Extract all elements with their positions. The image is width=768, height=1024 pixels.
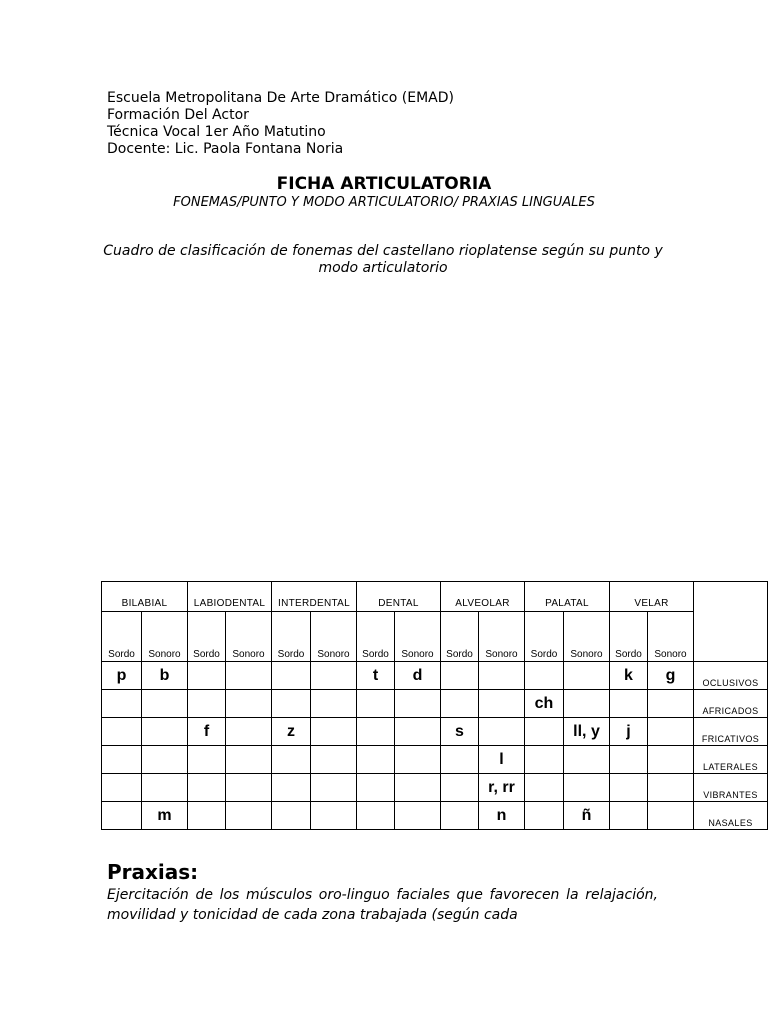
phoneme-cell — [395, 774, 441, 802]
phoneme-cell: m — [142, 802, 188, 830]
course-name: Técnica Vocal 1er Año Matutino — [107, 124, 326, 140]
table-row — [102, 746, 768, 774]
phoneme-cell — [564, 746, 610, 774]
table-row — [102, 802, 768, 830]
phoneme-cell — [142, 718, 188, 746]
phoneme-cell — [102, 802, 142, 830]
phoneme-cell — [610, 746, 648, 774]
phoneme-cell: p — [102, 662, 142, 690]
phoneme-cell — [311, 746, 357, 774]
phoneme-cell: s — [441, 718, 479, 746]
voicing-header: Sordo — [188, 612, 226, 662]
voicing-header: Sonoro — [142, 612, 188, 662]
phoneme-cell — [479, 690, 525, 718]
place-header: INTERDENTAL — [272, 582, 357, 612]
phoneme-cell — [272, 774, 311, 802]
phoneme-cell — [272, 746, 311, 774]
document-subtitle: FONEMAS/PUNTO Y MODO ARTICULATORIO/ PRAXIAS LINGUALES — [173, 195, 595, 210]
phoneme-cell — [395, 718, 441, 746]
phoneme-cell — [441, 802, 479, 830]
phoneme-cell — [357, 718, 395, 746]
phoneme-cell — [525, 774, 564, 802]
phoneme-cell — [226, 746, 272, 774]
phoneme-cell — [357, 690, 395, 718]
phoneme-cell — [142, 690, 188, 718]
phoneme-cell — [272, 662, 311, 690]
phoneme-cell: j — [610, 718, 648, 746]
phoneme-cell: g — [648, 662, 694, 690]
voicing-header: Sordo — [610, 612, 648, 662]
document-title: FICHA ARTICULATORIA — [276, 174, 492, 194]
school-name: Escuela Metropolitana De Arte Dramático (EMAD) — [107, 90, 454, 106]
phoneme-cell — [357, 774, 395, 802]
manner-label: VIBRANTES — [694, 774, 768, 802]
manner-label: LATERALES — [694, 746, 768, 774]
program-name: Formación Del Actor — [107, 107, 249, 123]
phoneme-cell — [102, 746, 142, 774]
phoneme-cell — [226, 690, 272, 718]
phoneme-cell — [648, 690, 694, 718]
phoneme-cell: d — [395, 662, 441, 690]
phoneme-cell: k — [610, 662, 648, 690]
phoneme-cell — [648, 746, 694, 774]
phoneme-cell: n — [479, 802, 525, 830]
table-row — [102, 718, 768, 746]
phoneme-cell — [188, 662, 226, 690]
phoneme-cell — [226, 662, 272, 690]
phoneme-cell — [188, 746, 226, 774]
phoneme-cell — [311, 662, 357, 690]
phoneme-cell — [188, 774, 226, 802]
phoneme-cell — [610, 774, 648, 802]
phoneme-table — [101, 581, 768, 830]
phoneme-cell — [525, 662, 564, 690]
phoneme-cell — [357, 802, 395, 830]
phoneme-cell: t — [357, 662, 395, 690]
manner-label: AFRICADOS — [694, 690, 768, 718]
phoneme-cell — [226, 774, 272, 802]
phoneme-cell — [479, 662, 525, 690]
phoneme-cell — [142, 746, 188, 774]
phoneme-cell — [610, 802, 648, 830]
phoneme-cell: b — [142, 662, 188, 690]
table-row — [102, 774, 768, 802]
phoneme-cell — [357, 746, 395, 774]
praxias-text: Ejercitación de los músculos oro-linguo faciales que favorecen la relajación, movilidad y tonicidad de cada zona trabajada (según cada — [107, 887, 658, 923]
phoneme-cell — [395, 746, 441, 774]
phoneme-cell — [311, 802, 357, 830]
place-header: LABIODENTAL — [188, 582, 272, 612]
phoneme-cell — [525, 718, 564, 746]
phoneme-cell — [564, 690, 610, 718]
phoneme-cell — [610, 690, 648, 718]
table-row — [102, 690, 768, 718]
phoneme-cell — [441, 774, 479, 802]
place-header: PALATAL — [525, 582, 610, 612]
phoneme-cell — [188, 690, 226, 718]
voicing-header: Sonoro — [311, 612, 357, 662]
voicing-header: Sordo — [441, 612, 479, 662]
phoneme-cell: ll, y — [564, 718, 610, 746]
voicing-header: Sonoro — [479, 612, 525, 662]
phoneme-cell — [311, 774, 357, 802]
document-header — [107, 90, 454, 158]
phoneme-cell — [226, 802, 272, 830]
place-header: BILABIAL — [102, 582, 188, 612]
table-caption: Cuadro de clasificación de fonemas del castellano rioplatense según su punto y modo articulatorio — [103, 243, 663, 276]
phoneme-cell: f — [188, 718, 226, 746]
place-header: DENTAL — [357, 582, 441, 612]
phoneme-cell — [525, 802, 564, 830]
phoneme-cell — [311, 718, 357, 746]
phoneme-cell — [102, 718, 142, 746]
teacher-name: Docente: Lic. Paola Fontana Noria — [107, 141, 344, 157]
voicing-header: Sordo — [525, 612, 564, 662]
phoneme-cell — [226, 718, 272, 746]
phoneme-cell: ñ — [564, 802, 610, 830]
place-header: ALVEOLAR — [441, 582, 525, 612]
phoneme-cell — [648, 774, 694, 802]
phoneme-cell: l — [479, 746, 525, 774]
phoneme-cell — [188, 802, 226, 830]
phoneme-cell — [564, 662, 610, 690]
praxias-heading: Praxias: — [107, 860, 199, 884]
phoneme-cell — [102, 690, 142, 718]
manner-label: OCLUSIVOS — [694, 662, 768, 690]
phoneme-cell — [272, 802, 311, 830]
phoneme-cell — [648, 718, 694, 746]
manner-label: FRICATIVOS — [694, 718, 768, 746]
phoneme-cell — [479, 718, 525, 746]
manner-header-blank — [694, 582, 768, 662]
phoneme-cell — [142, 774, 188, 802]
phoneme-cell — [441, 662, 479, 690]
phoneme-cell: z — [272, 718, 311, 746]
phoneme-cell — [395, 690, 441, 718]
manner-label: NASALES — [694, 802, 768, 830]
voicing-header: Sonoro — [395, 612, 441, 662]
phoneme-cell — [395, 802, 441, 830]
phoneme-cell — [311, 690, 357, 718]
phoneme-cell — [102, 774, 142, 802]
voicing-header-row — [102, 612, 768, 662]
phoneme-cell — [564, 774, 610, 802]
phoneme-cell — [648, 802, 694, 830]
place-header-row — [102, 582, 768, 612]
table-row — [102, 662, 768, 690]
phoneme-cell — [272, 690, 311, 718]
voicing-header: Sordo — [357, 612, 395, 662]
phoneme-cell — [441, 746, 479, 774]
voicing-header: Sordo — [272, 612, 311, 662]
voicing-header: Sordo — [102, 612, 142, 662]
phoneme-cell — [441, 690, 479, 718]
voicing-header: Sonoro — [226, 612, 272, 662]
phoneme-cell: ch — [525, 690, 564, 718]
voicing-header: Sonoro — [564, 612, 610, 662]
phoneme-cell: r, rr — [479, 774, 525, 802]
phoneme-cell — [525, 746, 564, 774]
voicing-header: Sonoro — [648, 612, 694, 662]
place-header: VELAR — [610, 582, 694, 612]
